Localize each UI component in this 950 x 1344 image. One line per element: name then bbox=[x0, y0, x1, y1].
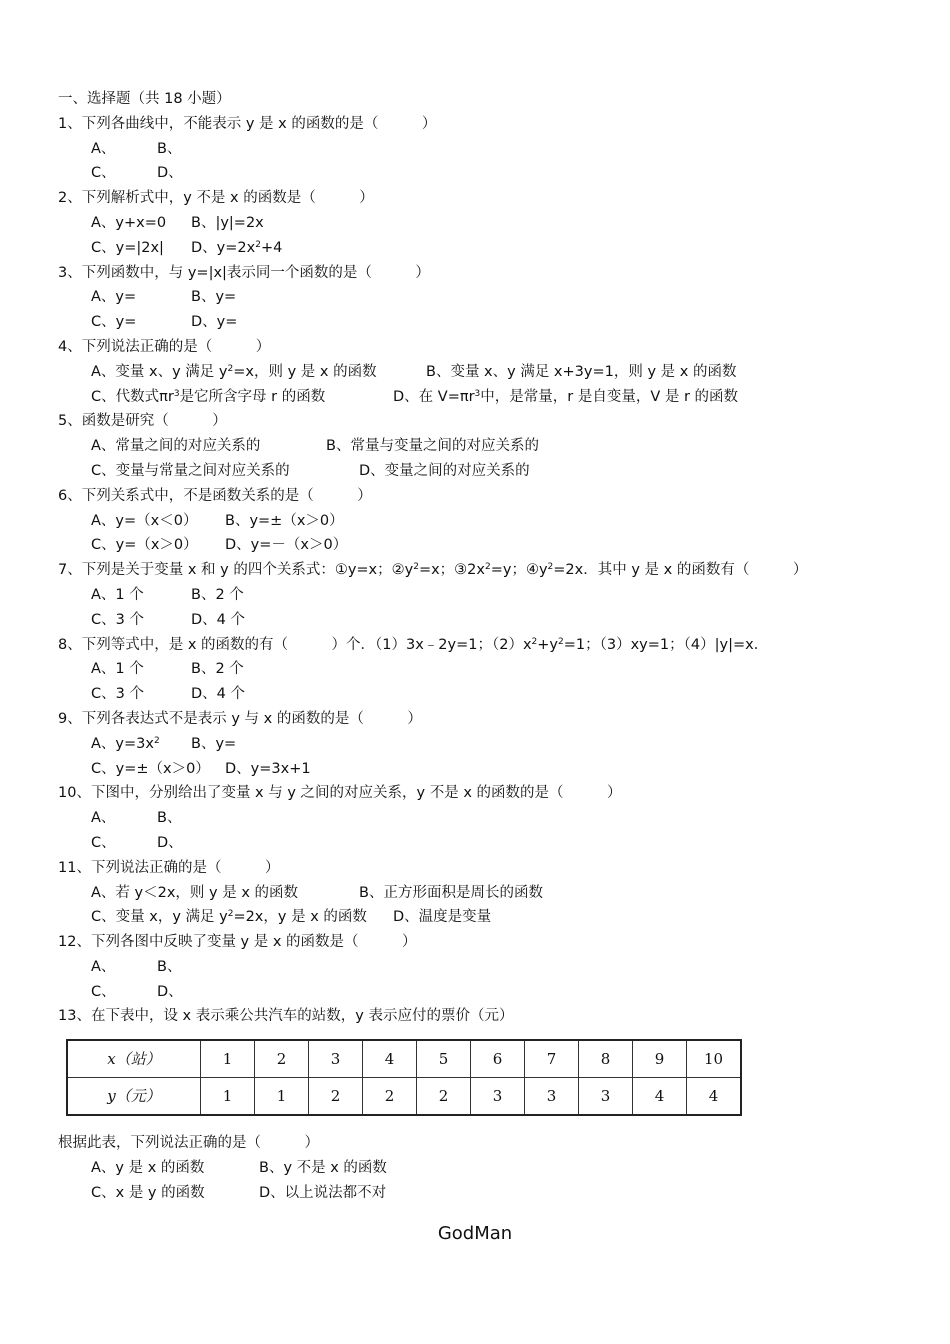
question-1-stem: 1、下列各曲线中，不能表示 y 是 x 的函数的是（ ） bbox=[58, 115, 437, 132]
question-9-options-cd bbox=[58, 757, 918, 782]
question-13-sub-stem: 根据此表，下列说法正确的是（ ） bbox=[58, 1135, 319, 1151]
q11-option-d: D、温度是变量 bbox=[393, 909, 492, 926]
question-3-options-ab bbox=[58, 285, 918, 310]
table-cell: 2 bbox=[363, 1078, 417, 1116]
q10-option-b: B、 bbox=[157, 810, 182, 827]
q9-option-a: A、$y=3x^2$ bbox=[91, 735, 160, 752]
table-header-x: x（站） bbox=[67, 1040, 201, 1078]
question-1-options-ab bbox=[58, 137, 918, 162]
table-cell: 2 bbox=[255, 1040, 309, 1078]
q13-option-a: A、y 是 x 的函数 bbox=[91, 1159, 205, 1176]
q8-option-d: D、4 个 bbox=[191, 686, 245, 703]
question-11-stem: 11、下列说法正确的是（ ） bbox=[58, 859, 280, 876]
q4-option-d: D、在 $V=\pi r^3$中，是常量，r 是自变量，V 是 r 的函数 bbox=[393, 388, 739, 405]
q1-option-d: D、 bbox=[157, 165, 183, 182]
q7-option-c: C、3 个 bbox=[91, 611, 144, 628]
question-10-stem: 10、下图中，分别给出了变量 x 与 y 之间的对应关系，y 不是 x 的函数的是（ ） bbox=[58, 785, 622, 802]
question-5-options-cd bbox=[58, 459, 918, 484]
q11-option-c: C、变量 x，y 满足 $y^2=2x$，y 是 x 的函数 bbox=[91, 909, 367, 926]
question-3-options-cd bbox=[58, 310, 918, 335]
fare-table bbox=[66, 1039, 742, 1116]
worksheet-page bbox=[58, 87, 918, 1201]
q5-option-c: C、变量与常量之间对应关系的 bbox=[91, 462, 290, 479]
q12-option-d: D、 bbox=[157, 983, 183, 1000]
question-3-stem: 3、下列函数中，与 y=|x|表示同一个函数的是（ ） bbox=[58, 264, 430, 281]
q12-option-c: C、 bbox=[91, 983, 116, 1000]
table-cell: 3 bbox=[471, 1078, 525, 1116]
question-6-options-ab bbox=[58, 509, 918, 534]
question-7-options-ab bbox=[58, 583, 918, 608]
q13-option-d: D、以上说法都不对 bbox=[259, 1184, 387, 1201]
q8-option-a: A、1 个 bbox=[91, 661, 144, 678]
q5-option-d: D、变量之间的对应关系的 bbox=[359, 462, 530, 479]
page-footer: GodMan bbox=[437, 1223, 513, 1244]
q7-option-d: D、4 个 bbox=[191, 611, 245, 628]
table-cell: 5 bbox=[417, 1040, 471, 1078]
table-cell: 3 bbox=[525, 1078, 579, 1116]
table-cell: 4 bbox=[363, 1040, 417, 1078]
question-11-options-ab bbox=[58, 881, 918, 906]
q6-option-b: B、y=±（x＞0） bbox=[225, 512, 344, 529]
q2-option-b: B、|y|=2x bbox=[191, 214, 264, 231]
table-cell: 4 bbox=[687, 1078, 742, 1116]
question-12-options-cd bbox=[58, 980, 918, 1005]
q13-option-c: C、x 是 y 的函数 bbox=[91, 1184, 205, 1201]
q2-option-a: A、y+x=0 bbox=[91, 214, 167, 231]
q10-option-c: C、 bbox=[91, 834, 116, 851]
q9-option-c: C、y=±（x＞0） bbox=[91, 760, 210, 777]
q10-option-d: D、 bbox=[157, 834, 183, 851]
q9-option-d: D、y=3x+1 bbox=[225, 760, 311, 777]
q7-option-b: B、2 个 bbox=[191, 586, 244, 603]
question-2-options-cd bbox=[58, 236, 918, 261]
question-6-options-cd bbox=[58, 533, 918, 558]
q4-option-b: B、变量 x、y 满足 x+3y=1，则 y 是 x 的函数 bbox=[426, 363, 737, 380]
question-6-stem: 6、下列关系式中，不是函数关系的是（ ） bbox=[58, 487, 372, 504]
question-10-options-cd bbox=[58, 831, 918, 856]
q3-option-c: C、y= bbox=[91, 314, 137, 331]
question-8-stem: 8、下列等式中，是 x 的函数的有（ ）个．（1）3x﹣2y=1；$(2)x^2+y^2=1$；（3）xy=1；（4）|y|=x． bbox=[58, 636, 769, 653]
question-9-options-ab bbox=[58, 732, 918, 757]
table-cell: 1 bbox=[201, 1040, 255, 1078]
table-cell: 1 bbox=[201, 1078, 255, 1116]
q5-option-a: A、常量之间的对应关系的 bbox=[91, 438, 261, 455]
q12-option-b: B、 bbox=[157, 958, 182, 975]
q3-option-b: B、y= bbox=[191, 289, 237, 306]
q9-option-b: B、y= bbox=[191, 735, 237, 752]
q1-option-c: C、 bbox=[91, 165, 116, 182]
table-cell: 4 bbox=[633, 1078, 687, 1116]
table-header-y: y（元） bbox=[67, 1078, 201, 1116]
question-8-options-ab bbox=[58, 657, 918, 682]
q6-option-d: D、y=－（x＞0） bbox=[225, 537, 348, 554]
table-cell: 6 bbox=[471, 1040, 525, 1078]
question-13-followup bbox=[58, 1131, 387, 1205]
question-9-stem: 9、下列各表达式不是表示 y 与 x 的函数的是（ ） bbox=[58, 710, 422, 727]
q11-option-b: B、正方形面积是周长的函数 bbox=[359, 884, 543, 901]
table-cell: 2 bbox=[309, 1078, 363, 1116]
q5-option-b: B、常量与变量之间的对应关系的 bbox=[326, 438, 539, 455]
question-2-options-ab bbox=[58, 211, 918, 236]
q3-option-a: A、y= bbox=[91, 289, 137, 306]
question-5-stem: 5、函数是研究（ ） bbox=[58, 413, 227, 430]
table-cell: 8 bbox=[579, 1040, 633, 1078]
q8-option-b: B、2 个 bbox=[191, 661, 244, 678]
table-cell: 7 bbox=[525, 1040, 579, 1078]
question-1-options-cd bbox=[58, 161, 918, 186]
question-2-stem: 2、下列解析式中，y 不是 x 的函数是（ ） bbox=[58, 190, 374, 207]
q1-option-a: A、 bbox=[91, 140, 116, 157]
question-13-stem: 13、在下表中，设 x 表示乘公共汽车的站数，y 表示应付的票价（元） bbox=[58, 1008, 514, 1025]
question-11-options-cd bbox=[58, 905, 918, 930]
q6-option-a: A、y=（x＜0） bbox=[91, 512, 198, 529]
table-cell: 3 bbox=[579, 1078, 633, 1116]
question-4-options-ab bbox=[58, 360, 918, 385]
question-12-options-ab bbox=[58, 955, 918, 980]
question-10-options-ab bbox=[58, 806, 918, 831]
question-5-options-ab bbox=[58, 434, 918, 459]
question-7-options-cd bbox=[58, 608, 918, 633]
table-cell: 2 bbox=[417, 1078, 471, 1116]
table-row-fares bbox=[67, 1078, 741, 1116]
question-4-stem: 4、下列说法正确的是（ ） bbox=[58, 338, 271, 355]
table-cell: 1 bbox=[255, 1078, 309, 1116]
q2-option-c: C、y=|2x| bbox=[91, 239, 164, 256]
q1-option-b: B、 bbox=[157, 140, 182, 157]
q13-option-b: B、y 不是 x 的函数 bbox=[259, 1159, 387, 1176]
table-cell: 3 bbox=[309, 1040, 363, 1078]
section-title: 一、选择题（共 18 小题） bbox=[58, 91, 231, 107]
question-8-options-cd bbox=[58, 682, 918, 707]
q10-option-a: A、 bbox=[91, 810, 116, 827]
q8-option-c: C、3 个 bbox=[91, 686, 144, 703]
table-cell: 9 bbox=[633, 1040, 687, 1078]
q2-option-d: D、$y=2x^2+4$ bbox=[191, 239, 283, 256]
q11-option-a: A、若 y＜2x，则 y 是 x 的函数 bbox=[91, 884, 299, 901]
q7-option-a: A、1 个 bbox=[91, 586, 144, 603]
q6-option-c: C、y=（x＞0） bbox=[91, 537, 198, 554]
q12-option-a: A、 bbox=[91, 958, 116, 975]
table-cell: 10 bbox=[687, 1040, 742, 1078]
question-4-options-cd bbox=[58, 385, 918, 410]
q4-option-c: C、代数式$\pi r^3$是它所含字母 r 的函数 bbox=[91, 388, 326, 405]
question-12-stem: 12、下列各图中反映了变量 y 是 x 的函数是（ ） bbox=[58, 934, 417, 951]
question-7-stem: 7、下列是关于变量 x 和 y 的四个关系式：①y=x；$②y^2=x$；$③2x^2=y$；$④y^2=2x$．其中 y 是 x 的函数有（ ） bbox=[58, 562, 808, 579]
table-row-stations bbox=[67, 1040, 741, 1078]
question-13-options-cd bbox=[58, 1181, 387, 1206]
q4-option-a: A、变量 x、y 满足 $y^2=x$，则 y 是 x 的函数 bbox=[91, 363, 377, 380]
q3-option-d: D、y= bbox=[191, 314, 238, 331]
question-13-options-ab bbox=[58, 1156, 387, 1181]
